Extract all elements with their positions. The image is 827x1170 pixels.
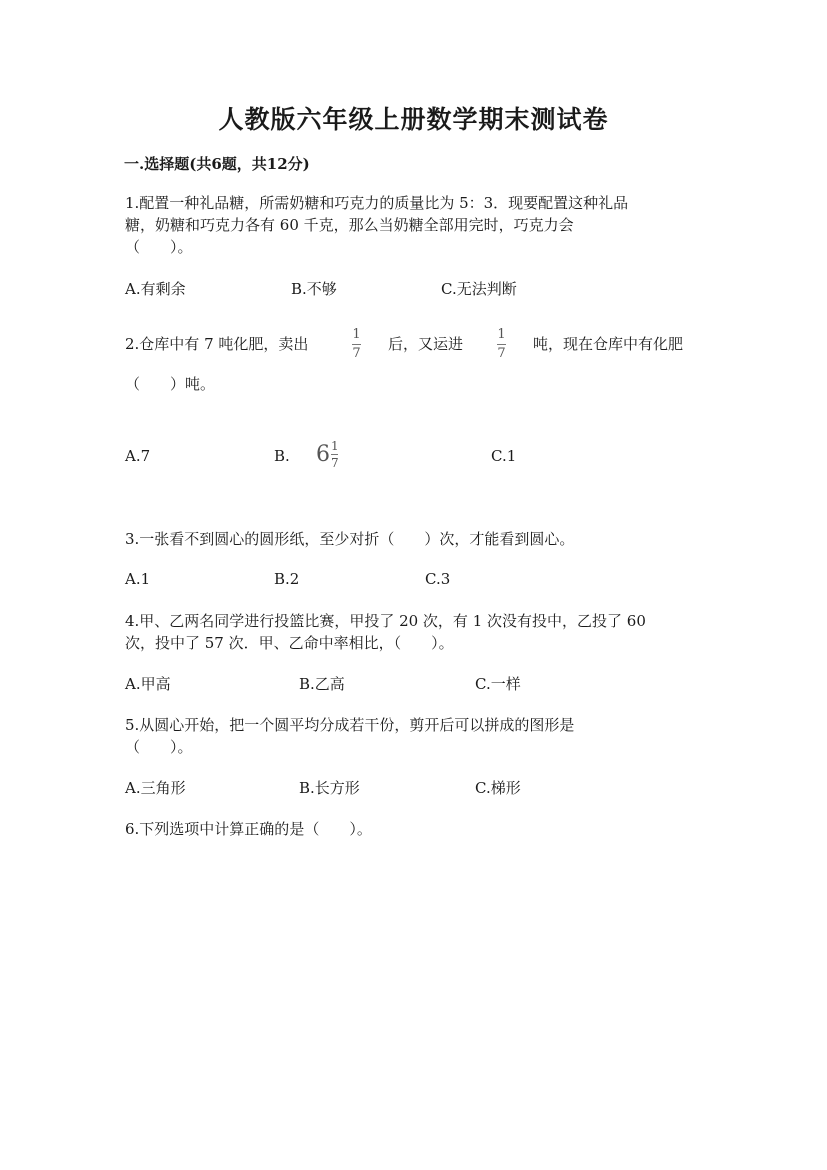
question-2-line-2: （ ）吨。 bbox=[125, 375, 216, 393]
question-4-line-1: 4.甲、乙两名同学进行投篮比赛，甲投了 20 次，有 1 次没有投中，乙投了 60 bbox=[125, 612, 646, 630]
fraction-one-seventh bbox=[497, 328, 506, 361]
question-5-option-a[interactable]: A.三角形 bbox=[125, 779, 186, 797]
fraction-numerator: 1 bbox=[497, 327, 506, 342]
fraction-bar bbox=[497, 344, 506, 345]
question-2-text-part-3: 吨，现在仓库中有化肥 bbox=[533, 335, 684, 353]
question-1-line-1: 1.配置一种礼品糖，所需奶糖和巧克力的质量比为 5：3．现要配置这种礼品 bbox=[125, 194, 629, 212]
question-2-text-part-1: 2.仓库中有 7 吨化肥，卖出 bbox=[125, 335, 309, 353]
question-4-option-a[interactable]: A.甲高 bbox=[125, 675, 171, 693]
page-title: 人教版六年级上册数学期末测试卷 bbox=[218, 105, 609, 134]
fraction-numerator: 1 bbox=[352, 327, 361, 342]
question-3-option-c[interactable]: C.3 bbox=[425, 570, 451, 588]
question-3-line-1: 3.一张看不到圆心的圆形纸，至少对折（ ）次，才能看到圆心。 bbox=[125, 530, 575, 548]
question-2-option-b[interactable]: B. bbox=[274, 447, 290, 465]
fraction-denominator: 7 bbox=[331, 456, 339, 470]
question-1-option-b[interactable]: B.不够 bbox=[291, 280, 337, 298]
question-3-option-a[interactable]: A.1 bbox=[125, 570, 151, 588]
question-5-line-2: （ ）。 bbox=[125, 738, 193, 756]
question-2-option-c[interactable]: C.1 bbox=[491, 447, 517, 465]
question-1-line-2: 糖，奶糖和巧克力各有 60 千克，那么当奶糖全部用完时，巧克力会 bbox=[125, 216, 574, 234]
fraction-bar bbox=[352, 344, 361, 345]
fraction-numerator: 1 bbox=[331, 439, 339, 453]
question-5-option-b[interactable]: B.长方形 bbox=[299, 779, 360, 797]
fraction-denominator: 7 bbox=[352, 346, 361, 361]
question-6-line-1: 6.下列选项中计算正确的是（ ）。 bbox=[125, 820, 372, 838]
question-5-option-c[interactable]: C.梯形 bbox=[475, 779, 521, 797]
fraction-denominator: 7 bbox=[497, 346, 506, 361]
question-3-option-b[interactable]: B.2 bbox=[274, 570, 300, 588]
question-4-line-2: 次，投中了 57 次．甲、乙命中率相比，（ ）。 bbox=[125, 634, 454, 652]
mixed-number-whole: 6 bbox=[316, 442, 330, 467]
question-2-text-part-2: 后，又运进 bbox=[388, 335, 464, 353]
fraction-bar bbox=[331, 454, 338, 455]
question-1-option-a[interactable]: A.有剩余 bbox=[125, 280, 186, 298]
section-heading: 一.选择题(共6题，共12分) bbox=[124, 155, 310, 173]
question-4-option-b[interactable]: B.乙高 bbox=[299, 675, 345, 693]
question-5-line-1: 5.从圆心开始，把一个圆平均分成若干份，剪开后可以拼成的图形是 bbox=[125, 716, 575, 734]
question-4-option-c[interactable]: C.一样 bbox=[475, 675, 521, 693]
mixed-number-six-and-one-seventh bbox=[316, 440, 339, 469]
question-1-line-3: （ ）。 bbox=[125, 238, 193, 256]
question-2-option-a[interactable]: A.7 bbox=[125, 447, 151, 465]
fraction-one-seventh bbox=[352, 328, 361, 361]
question-1-option-c[interactable]: C.无法判断 bbox=[441, 280, 517, 298]
mixed-number-fraction bbox=[331, 440, 339, 469]
